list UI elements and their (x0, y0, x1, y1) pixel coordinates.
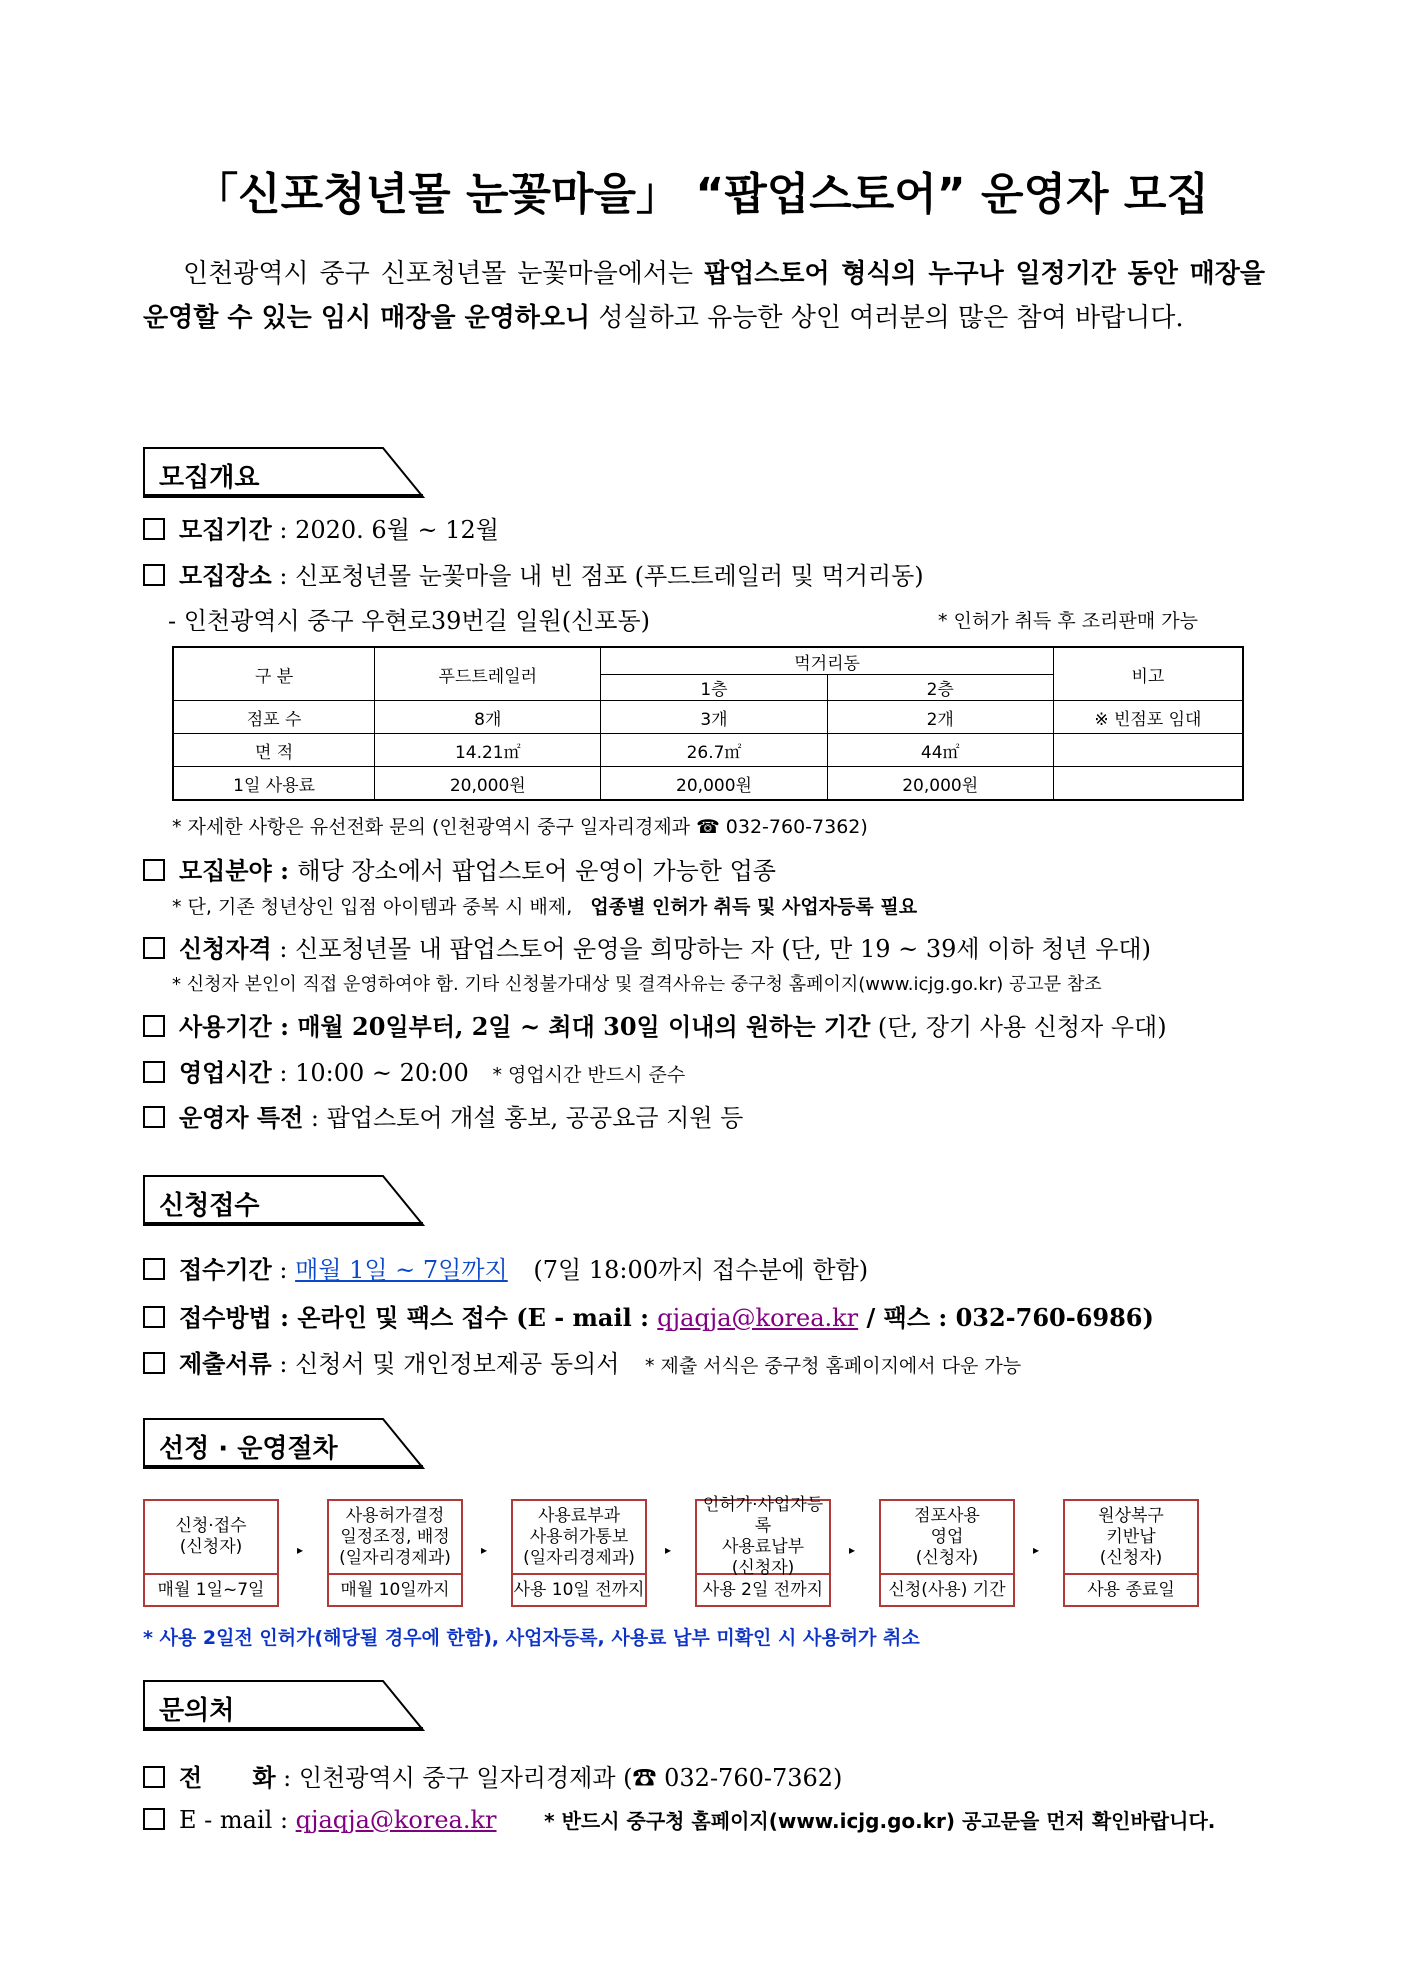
overview-qual-row (143, 929, 1151, 964)
address-line: - 인천광역시 중구 우현로39번길 일원(신포동) (168, 607, 651, 635)
procedure-step-title: 원상복구 키반납 (신청자) (1098, 1505, 1164, 1568)
procedure-step (143, 1499, 279, 1607)
intro-text-1: 인천광역시 중구 신포청년몰 눈꽃마을에서는 (183, 259, 704, 289)
intro-paragraph (143, 252, 1265, 340)
checkbox-icon (143, 518, 165, 540)
checkbox-icon (143, 1061, 165, 1083)
table-cell: 8개 (375, 701, 601, 734)
procedure-step-date: 매월 1일~7일 (145, 1573, 277, 1605)
table-cell: 14.21㎡ (375, 734, 601, 767)
table-row (173, 701, 1243, 734)
benefit-value: 팝업스토어 개설 홍보, 공공요금 지원 등 (326, 1104, 744, 1132)
contact-notice: * 반드시 중구청 홈페이지(www.icjg.go.kr) 공고문을 먼저 확인바랍니다. (544, 1809, 1216, 1833)
overview-period-row (143, 510, 499, 545)
th-floor1: 1층 (601, 675, 827, 701)
procedure-step-date: 신청(사용) 기간 (881, 1573, 1013, 1605)
section-header-overview (143, 447, 425, 499)
procedure-step (1063, 1499, 1199, 1607)
table-cell: 20,000원 (375, 767, 601, 801)
section-header-procedure (143, 1418, 425, 1470)
intro-text-bold: 팝업스토어 형식의 누구나 일정기간 동안 매장을 운영할 수 있는 임시 매장을 운영하오니 (143, 259, 1265, 333)
section-title: 선정 · 운영절차 (159, 1434, 338, 1464)
apply-docs-label: 제출서류 (179, 1349, 272, 1378)
apply-docs-value: 신청서 및 개인정보제공 동의서 (295, 1350, 620, 1378)
checkbox-icon (143, 1015, 165, 1037)
table-note: * 자세한 사항은 유선전화 문의 (인천광역시 중구 일자리경제과 ☎ 032-760-7362) (172, 816, 868, 838)
colon: : (271, 1350, 296, 1378)
table-cell: 20,000원 (601, 767, 827, 801)
place-value: 신포청년몰 눈꽃마을 내 빈 점포 (푸드트레일러 및 먹거리동) (295, 562, 924, 590)
contact-phone-value: 인천광역시 중구 일자리경제과 (☎ 032-760-7362) (298, 1764, 843, 1792)
apply-method-row (143, 1298, 1154, 1333)
arrow-right-icon: ▸ (297, 1543, 304, 1557)
contact-email-label: E - mail (179, 1806, 273, 1834)
qual-label: 신청자격 (179, 934, 272, 963)
table-cell: 2개 (827, 701, 1053, 734)
colon: : (275, 1764, 299, 1792)
th-floor2: 2층 (827, 675, 1053, 701)
procedure-step-title: 점포사용 영업 (신청자) (914, 1505, 980, 1568)
colon: : (303, 1104, 327, 1132)
apply-period-note: (7일 18:00까지 접수분에 한함) (533, 1256, 869, 1284)
table-cell: 면 적 (173, 734, 375, 767)
arrow-right-icon: ▸ (849, 1543, 856, 1557)
colon: : (271, 1256, 296, 1284)
table-cell: 1일 사용료 (173, 767, 375, 801)
field-note-bold: 업종별 인허가 취득 및 사업자등록 필요 (590, 896, 918, 918)
colon: : (271, 516, 296, 544)
procedure-step-title: 인허가·사업자등록 사용료납부 (신청자) (702, 1495, 824, 1578)
apply-period-label: 접수기간 (179, 1255, 272, 1284)
field-note-text: * 단, 기존 청년상인 입점 아이템과 중복 시 배제, (172, 896, 573, 918)
checkbox-icon (143, 1352, 165, 1374)
checkbox-icon (143, 859, 165, 881)
use-label: 사용기간 (179, 1012, 272, 1041)
section-title: 모집개요 (159, 463, 260, 493)
period-label: 모집기간 (179, 515, 272, 544)
procedure-step-date: 사용 10일 전까지 (513, 1573, 645, 1605)
colon: : (271, 562, 296, 590)
section-title: 신청접수 (159, 1191, 260, 1221)
qual-note: * 신청자 본인이 직접 운영하여야 함. 기타 신청불가대상 및 결격사유는 중구청 홈페이지(www.icjg.go.kr) 공고문 참조 (172, 974, 1102, 995)
apply-method-label: 접수방법 (179, 1303, 272, 1332)
procedure-step (327, 1499, 463, 1607)
overview-hours-row (143, 1053, 685, 1088)
th-gubun: 구 분 (173, 647, 375, 701)
procedure-step-title: 사용허가결정 일정조정, 배정 (일자리경제과) (339, 1505, 451, 1568)
apply-docs-note: * 제출 서식은 중구청 홈페이지에서 다운 가능 (645, 1355, 1022, 1377)
benefit-label: 운영자 특전 (179, 1103, 304, 1132)
use-value: 매월 20일부터, 2일 ~ 최대 30일 이내의 원하는 기간 (297, 1012, 871, 1041)
arrow-right-icon: ▸ (481, 1543, 488, 1557)
table-cell: ※ 빈점포 임대 (1053, 701, 1243, 734)
intro-text-2: 성실하고 유능한 상인 여러분의 많은 참여 바랍니다. (590, 303, 1184, 333)
colon: : (272, 1806, 296, 1834)
checkbox-icon (143, 937, 165, 959)
colon: : (271, 1303, 298, 1332)
table-row (173, 734, 1243, 767)
overview-place-row (143, 556, 924, 591)
field-note (172, 892, 917, 919)
checkbox-icon (143, 1766, 165, 1788)
field-label: 모집분야 (179, 856, 272, 885)
address-note: * 인허가 취득 후 조리판매 가능 (938, 610, 1198, 632)
section-header-contact (143, 1680, 425, 1732)
checkbox-icon (143, 1306, 165, 1328)
arrow-right-icon: ▸ (1033, 1543, 1040, 1557)
procedure-step-date: 사용 2일 전까지 (697, 1573, 829, 1605)
field-value: 해당 장소에서 팝업스토어 운영이 가능한 업종 (297, 857, 776, 885)
hours-label: 영업시간 (179, 1058, 272, 1087)
apply-period-row (143, 1250, 868, 1285)
checkbox-icon (143, 1258, 165, 1280)
qual-value: 신포청년몰 내 팝업스토어 운영을 희망하는 자 (단, 만 19 ~ 39세 이하 청년 우대) (295, 935, 1151, 963)
place-label: 모집장소 (179, 561, 272, 590)
apply-docs-row (143, 1344, 1021, 1379)
table-cell: 점포 수 (173, 701, 375, 734)
table-cell: 3개 (601, 701, 827, 734)
th-meal-building: 먹거리동 (601, 647, 1053, 675)
table-cell (1053, 734, 1243, 767)
procedure-step (511, 1499, 647, 1607)
section-title: 문의처 (159, 1696, 235, 1726)
overview-use-row (143, 1007, 1167, 1042)
procedure-step-title: 신청·접수 (신청자) (175, 1516, 247, 1557)
colon: : (271, 1059, 296, 1087)
procedure-step (695, 1495, 831, 1607)
contact-phone-row (143, 1758, 842, 1793)
table-cell (1053, 767, 1243, 801)
page-title: 「신포청년몰 눈꽃마을」 “팝업스토어” 운영자 모집 (194, 169, 1209, 220)
period-value: 2020. 6월 ~ 12월 (295, 516, 499, 544)
colon: : (271, 935, 296, 963)
procedure-step-title: 사용료부과 사용허가통보 (일자리경제과) (523, 1505, 635, 1568)
th-note: 비고 (1053, 647, 1243, 701)
procedure-step (879, 1499, 1015, 1607)
checkbox-icon (143, 564, 165, 586)
table-cell: 44㎡ (827, 734, 1053, 767)
table-cell: 26.7㎡ (601, 734, 827, 767)
colon: : (271, 1012, 298, 1041)
apply-email-link[interactable]: qjaqja@korea.kr (657, 1304, 859, 1332)
contact-phone-label: 전 화 (179, 1763, 276, 1792)
hours-value: 10:00 ~ 20:00 (295, 1059, 469, 1087)
section-header-apply (143, 1175, 425, 1227)
arrow-right-icon: ▸ (665, 1543, 672, 1557)
hours-note: * 영업시간 반드시 준수 (492, 1064, 686, 1086)
contact-email-row (143, 1805, 1215, 1834)
colon: : (271, 856, 298, 885)
procedure-step-date: 사용 종료일 (1065, 1573, 1197, 1605)
apply-fax: / 팩스 : 032-760-6986) (858, 1303, 1154, 1332)
use-extra: (단, 장기 사용 신청자 우대) (870, 1013, 1167, 1041)
table-cell: 20,000원 (827, 767, 1053, 801)
checkbox-icon (143, 1106, 165, 1128)
procedure-step-date: 매월 10일까지 (329, 1573, 461, 1605)
facility-table (172, 646, 1244, 801)
checkbox-icon (143, 1808, 165, 1830)
table-row (173, 767, 1243, 801)
procedure-warning: * 사용 2일전 인허가(해당될 경우에 한함), 사업자등록, 사용료 납부 미확인 시 사용허가 취소 (143, 1627, 920, 1649)
overview-benefit-row (143, 1098, 743, 1133)
overview-field-row (143, 851, 776, 886)
apply-method-value: 온라인 및 팩스 접수 (E - mail : (297, 1303, 658, 1332)
th-food-trailer: 푸드트레일러 (375, 647, 601, 701)
apply-period-value: 매월 1일 ~ 7일까지 (295, 1256, 508, 1284)
contact-email-link[interactable]: qjaqja@korea.kr (295, 1806, 497, 1834)
